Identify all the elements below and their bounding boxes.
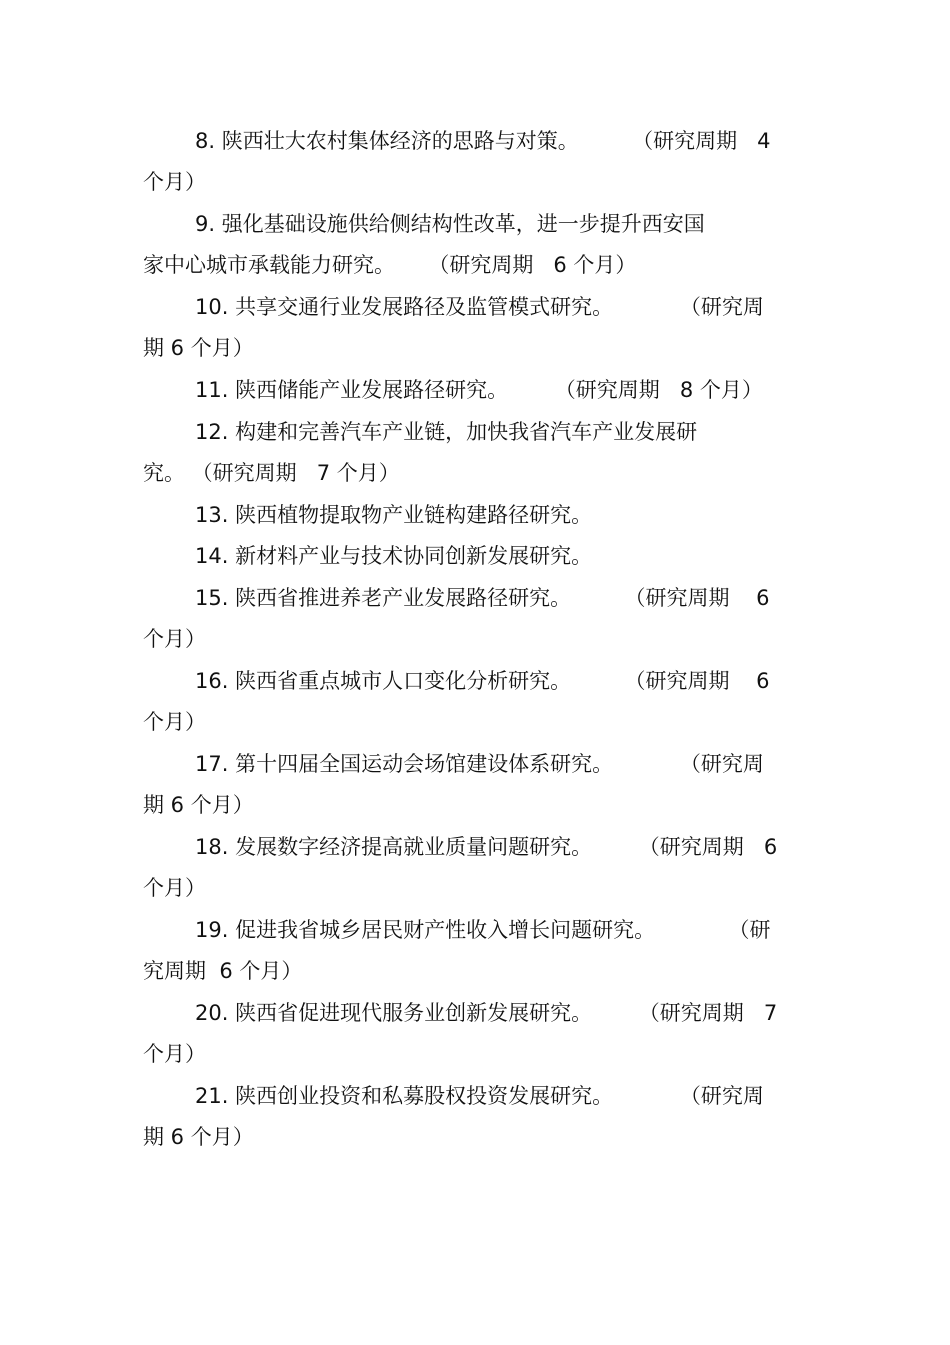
item-19-line-1: 19. 促进我省城乡居民财产性收入增长问题研究。 （研 [195, 918, 771, 942]
item-11-line-1: 11. 陕西储能产业发展路径研究。 （研究周期 8 个月） [195, 378, 763, 402]
item-17-line-1: 17. 第十四届全国运动会场馆建设体系研究。 （研究周 [195, 752, 764, 776]
item-18-line-1: 18. 发展数字经济提高就业质量问题研究。 （研究周期 6 [195, 835, 778, 859]
item-10-line-1: 10. 共享交通行业发展路径及监管模式研究。 （研究周 [195, 295, 764, 319]
item-19-line-2: 究周期 6 个月） [143, 959, 303, 983]
item-18-line-2: 个月） [143, 876, 206, 900]
item-9-line-1: 9. 强化基础设施供给侧结构性改革，进一步提升西安国 [195, 212, 705, 236]
item-13-line-1: 13. 陕西植物提取物产业链构建路径研究。 [195, 503, 593, 527]
item-21-line-2: 期 6 个月） [143, 1125, 254, 1149]
item-16-line-1: 16. 陕西省重点城市人口变化分析研究。 （研究周期 6 [195, 669, 770, 693]
item-20-line-2: 个月） [143, 1042, 206, 1066]
item-8-line-2: 个月） [143, 170, 206, 194]
item-15-line-2: 个月） [143, 627, 206, 651]
item-16-line-2: 个月） [143, 710, 206, 734]
item-12-line-2: 究。 （研究周期 7 个月） [143, 461, 400, 485]
item-20-line-1: 20. 陕西省促进现代服务业创新发展研究。 （研究周期 7 [195, 1001, 778, 1025]
item-21-line-1: 21. 陕西创业投资和私募股权投资发展研究。 （研究周 [195, 1084, 764, 1108]
item-10-line-2: 期 6 个月） [143, 336, 254, 360]
item-8-line-1: 8. 陕西壮大农村集体经济的思路与对策。 （研究周期 4 [195, 129, 771, 153]
item-12-line-1: 12. 构建和完善汽车产业链，加快我省汽车产业发展研 [195, 420, 698, 444]
item-17-line-2: 期 6 个月） [143, 793, 254, 817]
item-14-line-1: 14. 新材料产业与技术协同创新发展研究。 [195, 544, 593, 568]
item-9-line-2: 家中心城市承载能力研究。 （研究周期 6 个月） [143, 253, 637, 277]
item-15-line-1: 15. 陕西省推进养老产业发展路径研究。 （研究周期 6 [195, 586, 770, 610]
